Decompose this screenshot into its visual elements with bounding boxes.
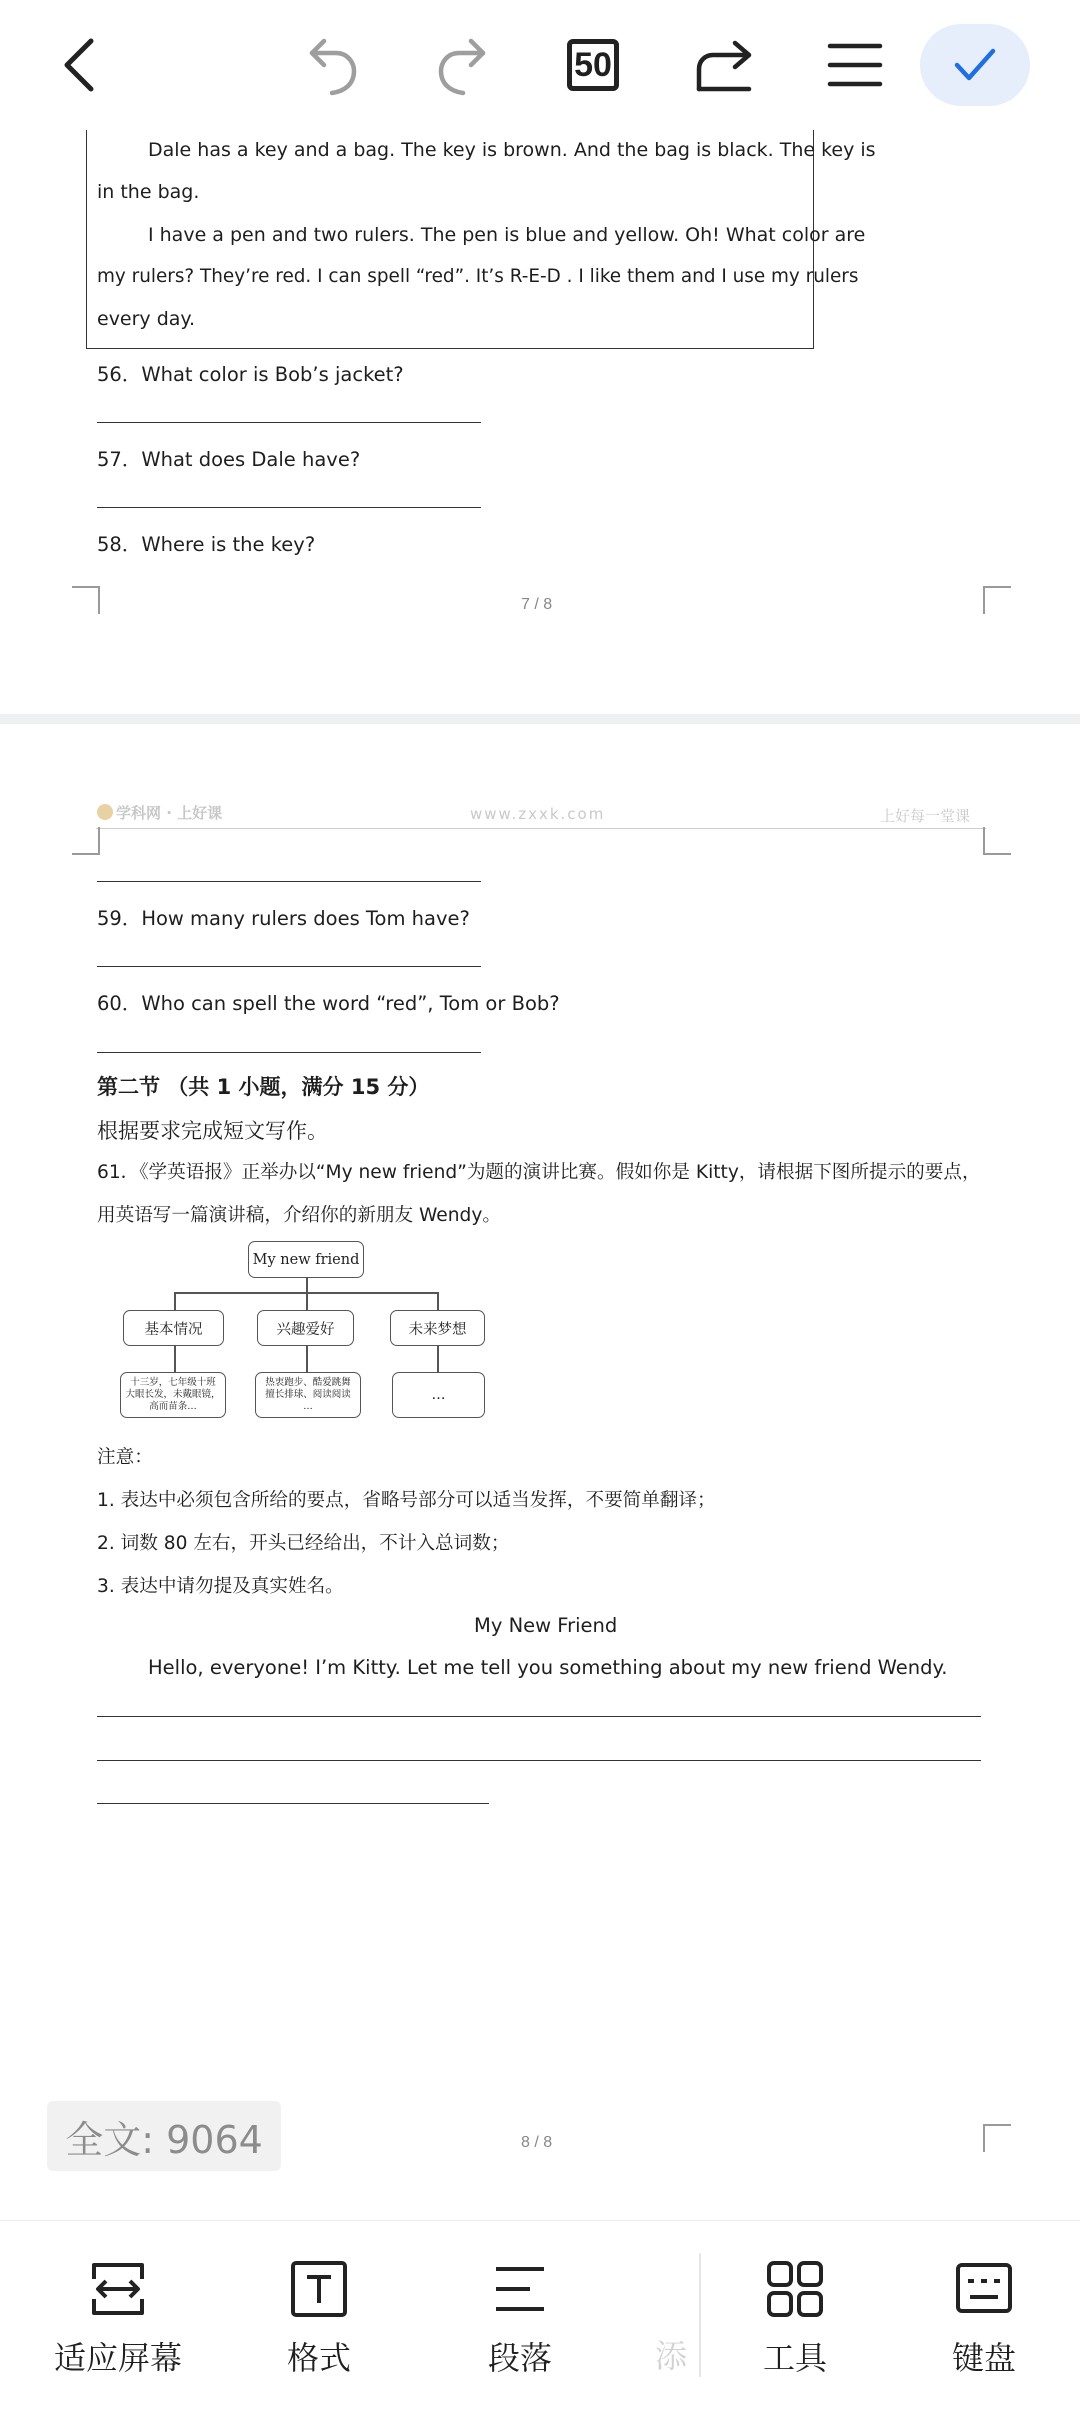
page-corner-mark xyxy=(72,586,100,614)
logo-icon xyxy=(97,804,113,820)
passage-line: my rulers? They’re red. I can spell “red”. It’s R-E-D . I like them and I use my rulers xyxy=(97,266,859,287)
toolbar-separator xyxy=(699,2253,701,2377)
fit-screen-icon xyxy=(86,2257,150,2321)
header-center-text: www.zxxk.com xyxy=(470,805,606,823)
diagram-detail-node: 热衷跑步、酷爱跳舞 擅长排球、阅读阅读 … xyxy=(255,1372,361,1418)
diagram-connector xyxy=(174,1292,176,1310)
check-icon xyxy=(953,47,997,83)
tools-label: 工具 xyxy=(762,2339,827,2377)
passage-line: Dale has a key and a bag. The key is brown. And the bag is black. The key is xyxy=(148,139,876,161)
paragraph-icon xyxy=(488,2257,552,2321)
diagram-connector xyxy=(174,1346,176,1372)
page-corner-mark xyxy=(983,2124,1011,2152)
header-rule xyxy=(96,828,986,829)
confirm-button[interactable] xyxy=(920,24,1030,106)
page-number: 8 / 8 xyxy=(521,2134,553,2151)
header-left-text: 学科网 · 上好课 xyxy=(116,804,223,822)
page-corner-mark xyxy=(983,827,1011,855)
question-60: 60．Who can spell the word “red”, Tom or Bob? xyxy=(97,992,560,1015)
page-badge-icon[interactable] xyxy=(548,22,638,108)
diagram-branch-node: 兴趣爱好 xyxy=(257,1310,354,1346)
essay-writing-line[interactable] xyxy=(97,1803,489,1804)
keyboard-icon xyxy=(952,2257,1016,2321)
diagram-connector xyxy=(437,1346,439,1372)
page-badge: 50 xyxy=(567,39,619,91)
passage-line: every day. xyxy=(97,308,195,330)
format-button[interactable] xyxy=(229,2257,409,2379)
page-divider xyxy=(0,714,1080,724)
question-58: 58．Where is the key? xyxy=(97,533,316,556)
keyboard-label: 键盘 xyxy=(951,2339,1016,2377)
diagram-connector xyxy=(306,1292,308,1310)
essay-title: My New Friend xyxy=(474,1614,618,1637)
instruction-text: 根据要求完成短文写作。 xyxy=(97,1119,328,1143)
answer-line[interactable] xyxy=(97,1052,481,1053)
question-57: 57．What does Dale have? xyxy=(97,448,361,471)
question-61-text: 61．《学英语报》正举办以“My new friend”为题的演讲比赛。假如你是 Kitty，请根据下图所提示的要点， xyxy=(97,1162,981,1183)
document-page-8 xyxy=(0,724,1080,2220)
diagram-root-node: My new friend xyxy=(248,1241,364,1278)
diagram-connector xyxy=(306,1277,308,1293)
note-item: 2. 词数 80 左右，开头已经给出，不计入总词数； xyxy=(97,1533,510,1554)
passage-line: in the bag. xyxy=(97,181,200,203)
top-toolbar xyxy=(0,0,1080,130)
tools-button[interactable] xyxy=(705,2257,885,2379)
paragraph-label: 段落 xyxy=(487,2339,552,2377)
essay-writing-line[interactable] xyxy=(97,1716,981,1717)
bottom-toolbar xyxy=(0,2220,1080,2412)
share-icon[interactable] xyxy=(680,22,770,108)
menu-icon[interactable] xyxy=(810,22,900,108)
note-item: 1. 表达中必须包含所给的要点，省略号部分可以适当发挥，不要简单翻译； xyxy=(97,1490,716,1511)
diagram-detail-node: … xyxy=(392,1372,485,1418)
keyboard-button[interactable] xyxy=(894,2257,1074,2379)
diagram-detail-node: 十三岁，七年级十班 大眼长发，未戴眼镜， 高而苗条… xyxy=(120,1372,226,1418)
paragraph-button[interactable] xyxy=(430,2257,610,2379)
diagram-branch-node: 基本情况 xyxy=(123,1310,224,1346)
undo-icon[interactable] xyxy=(287,22,377,108)
answer-line[interactable] xyxy=(97,422,481,423)
word-count-chip: 全文: 9064 xyxy=(47,2101,281,2171)
diagram-connector xyxy=(306,1346,308,1372)
question-56: 56．What color is Bob’s jacket? xyxy=(97,363,404,386)
note-item: 3. 表达中请勿提及真实姓名。 xyxy=(97,1576,344,1597)
page-corner-mark xyxy=(983,586,1011,614)
notes-title: 注意： xyxy=(97,1447,153,1468)
format-text-icon xyxy=(287,2257,351,2321)
passage-line: I have a pen and two rulers. The pen is blue and yellow. Oh! What color are xyxy=(148,224,866,246)
header-right-text: 上好每一堂课 xyxy=(880,807,971,825)
section-title: 第二节 （共 1 小题，满分 15 分） xyxy=(97,1075,430,1099)
header-logo xyxy=(97,802,222,823)
diagram-connector xyxy=(437,1292,439,1310)
add-label-faded[interactable]: 添 xyxy=(655,2337,688,2375)
essay-opening: Hello, everyone! I’m Kitty. Let me tell you something about my new friend Wendy. xyxy=(148,1656,948,1679)
back-icon[interactable] xyxy=(34,22,124,108)
tools-grid-icon xyxy=(763,2257,827,2321)
diagram-branch-node: 未来梦想 xyxy=(390,1310,485,1346)
question-59: 59．How many rulers does Tom have? xyxy=(97,907,470,930)
answer-line[interactable] xyxy=(97,507,481,508)
fit-screen-button[interactable] xyxy=(28,2257,208,2379)
redo-icon[interactable] xyxy=(418,22,508,108)
question-61-text: 用英语写一篇演讲稿，介绍你的新朋友 Wendy。 xyxy=(97,1205,501,1226)
format-label: 格式 xyxy=(286,2339,351,2377)
page-number: 7 / 8 xyxy=(521,596,553,613)
answer-line[interactable] xyxy=(97,966,481,967)
essay-writing-line[interactable] xyxy=(97,1760,981,1761)
fit-screen-label: 适应屏幕 xyxy=(53,2339,182,2377)
page-corner-mark xyxy=(72,827,100,855)
answer-line[interactable] xyxy=(97,881,481,882)
